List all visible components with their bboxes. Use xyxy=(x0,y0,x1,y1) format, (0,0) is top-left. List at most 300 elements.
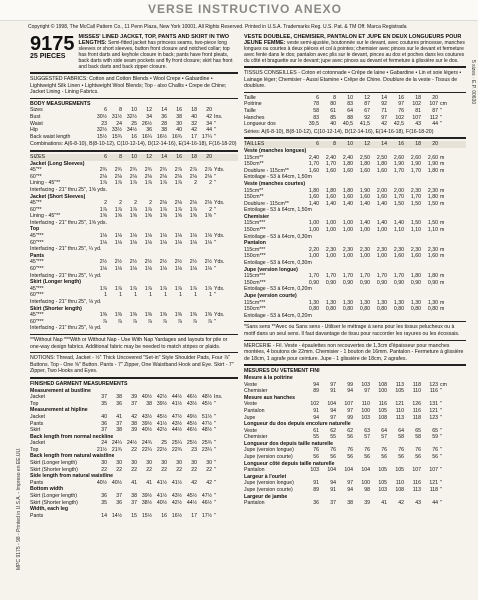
table-row xyxy=(30,246,238,253)
table-cell: 25 xyxy=(131,120,137,127)
table-section-heading xyxy=(244,441,466,448)
table-row xyxy=(30,200,238,207)
table-cell: 1,80 xyxy=(325,187,336,194)
table-row xyxy=(30,134,238,141)
table-row xyxy=(244,408,466,415)
table-row xyxy=(30,233,238,240)
table-cell: 1⅝ xyxy=(144,213,152,220)
description-body: Semi-fitted jacket has princess seams, two-piece long sleeves or short sleeves, button front closure and notched collar; top has front darts and keyhole closure in back; pants have front pleats, back darts with side seam pockets and fly front closure; skirt has front and back darts and back zipper closure. xyxy=(78,40,233,70)
table-cell: 1,80 xyxy=(376,161,387,168)
row-label: Interfacing - 21" thru 25", ⅛ yd. xyxy=(30,299,102,305)
table-cell: 1⅞ xyxy=(174,180,182,187)
table-cell: 43½ xyxy=(186,400,197,407)
table-cell: 14 xyxy=(381,141,387,148)
table-cell: 2 xyxy=(104,200,107,207)
table-cell: 1,30 xyxy=(359,299,370,306)
table-cell: 41 xyxy=(131,479,137,486)
row-label: 60"** xyxy=(30,173,42,180)
yardage-table xyxy=(30,154,238,332)
table-cell: 81 xyxy=(415,107,421,114)
table-cell: 110 xyxy=(361,401,370,408)
table-cell: 62 xyxy=(330,427,336,434)
table-cell: 126 xyxy=(412,401,421,408)
table-cell: 1⅝ xyxy=(114,213,122,220)
unit-cell: " xyxy=(440,480,442,487)
unit-cell: m xyxy=(440,253,445,260)
table-cell: 121 xyxy=(395,401,404,408)
table-cell: 22¾ xyxy=(171,446,182,453)
table-cell: 104 xyxy=(327,467,336,474)
table-cell: 22¼ xyxy=(141,446,152,453)
table-cell: 1⅞ xyxy=(114,285,122,292)
table-cell: 97 xyxy=(330,414,336,421)
table-cell: 1,80 xyxy=(410,273,421,280)
table-cell: 107 xyxy=(429,467,438,474)
table-cell: 46½ xyxy=(186,427,197,434)
table-cell: 6 xyxy=(104,153,107,160)
row-label: 60"*** xyxy=(30,239,44,246)
table-row xyxy=(244,401,466,408)
unit-cell xyxy=(438,141,452,148)
row-label: Entoilage - 53 à 64cm, 0,20m xyxy=(244,286,312,293)
table-cell: 108 xyxy=(395,487,404,494)
table-cell: 2,30 xyxy=(393,246,404,253)
unit-cell xyxy=(438,95,452,102)
table-cell: 42 xyxy=(206,479,212,486)
table-cell: 55 xyxy=(313,434,319,441)
table-cell: 2,30 xyxy=(376,246,387,253)
table-cell: 1,00 xyxy=(376,253,387,260)
table-cell: 0,80 xyxy=(376,306,387,313)
row-label: 150cm*** xyxy=(244,279,266,286)
table-cell: 30 xyxy=(116,460,122,467)
row-label: Largeur de jambe xyxy=(244,493,288,500)
table-cell: 16¼ xyxy=(141,133,152,140)
table-section-heading xyxy=(244,148,466,155)
table-cell: 37 xyxy=(101,394,107,401)
table-cell: 1⅞ xyxy=(174,285,182,292)
table-section-heading xyxy=(244,375,466,382)
table-row xyxy=(244,382,466,389)
table-cell: 2,30 xyxy=(410,246,421,253)
unit-cell: m xyxy=(440,187,445,194)
table-cell: 1⅞ xyxy=(144,206,152,213)
table-cell: 1,60 xyxy=(427,253,438,260)
table-cell: 40½ xyxy=(141,394,152,401)
table-cell: 1,00 xyxy=(359,253,370,260)
row-label: 45"*** xyxy=(30,233,44,240)
table-cell: 8 xyxy=(333,94,336,101)
table-cell: 2,30 xyxy=(410,187,421,194)
pattern-description xyxy=(79,34,239,70)
table-cell: 1,40 xyxy=(393,220,404,227)
row-label: SIZES xyxy=(30,153,45,160)
row-label: 45"** xyxy=(30,167,42,174)
unit-cell: " xyxy=(214,173,216,180)
table-cell: 36 xyxy=(101,420,107,427)
table-cell: 1⅛ xyxy=(129,266,137,273)
table-cell: 41 xyxy=(146,479,152,486)
table-cell: 56 xyxy=(432,454,438,461)
table-row xyxy=(244,234,466,241)
unit-cell: " xyxy=(214,446,216,453)
table-cell: 1,60 xyxy=(410,253,421,260)
table-row xyxy=(244,174,466,181)
table-cell: 42 xyxy=(398,500,404,507)
table-cell: 2 xyxy=(134,200,137,207)
table-cell: 98 xyxy=(364,487,370,494)
row-label: Entoilage - 53 à 64cm, 0,30m xyxy=(244,233,312,240)
table-cell: 97 xyxy=(398,101,404,108)
table-row xyxy=(30,127,238,134)
table-cell: 116 xyxy=(412,407,421,414)
table-cell: 116 xyxy=(429,388,438,395)
table-cell: 1 xyxy=(164,292,167,299)
table-cell: 2½ xyxy=(204,259,212,266)
table-cell: 1,30 xyxy=(376,299,387,306)
table-cell: 2½ xyxy=(114,259,122,266)
table-row xyxy=(30,319,238,326)
table-cell: 37 xyxy=(116,493,122,500)
table-cell: 24½ xyxy=(126,440,137,447)
table-cell: 1,70 xyxy=(359,273,370,280)
table-section-heading xyxy=(244,395,466,402)
row-label: Taille xyxy=(244,94,256,101)
table-cell: 25¾ xyxy=(201,440,212,447)
table-cell: 76 xyxy=(415,447,421,454)
table-cell: 1,30 xyxy=(308,299,319,306)
table-cell: 2⅛ xyxy=(129,173,137,180)
table-cell: 22 xyxy=(116,466,122,473)
row-label: Veste xyxy=(244,427,257,434)
unit-cell: " xyxy=(440,500,442,507)
table-cell: 103 xyxy=(378,487,387,494)
unit-cell: Ins. xyxy=(214,113,223,120)
row-label: TAILLES xyxy=(244,141,265,148)
table-cell: 1⅛ xyxy=(114,233,122,240)
table-cell: 6 xyxy=(104,107,107,114)
table-cell: 1⅛ xyxy=(99,266,107,273)
table-cell: 41½ xyxy=(171,400,182,407)
table-cell: 1⅞ xyxy=(144,180,152,187)
table-cell: 1,10 xyxy=(393,227,404,234)
table-cell: 2,30 xyxy=(427,246,438,253)
table-cell: 0,90 xyxy=(342,279,353,286)
table-cell: 18 xyxy=(191,153,197,160)
table-cell: ⅞ xyxy=(147,318,152,325)
row-label: Skirt xyxy=(30,427,41,434)
row-label: Measurement at bustline xyxy=(30,387,91,394)
table-row xyxy=(244,95,466,102)
table-cell: 25¼ xyxy=(171,440,182,447)
french-column xyxy=(244,34,466,507)
row-label: Pantalon xyxy=(244,407,265,414)
table-row xyxy=(244,300,466,307)
table-cell: 1⅛ xyxy=(99,233,107,240)
table-row xyxy=(244,447,466,454)
table-cell: 10 xyxy=(347,141,353,148)
table-cell: 80 xyxy=(330,101,336,108)
table-cell: 104 xyxy=(327,401,336,408)
unit-cell: " xyxy=(440,401,442,408)
table-cell: 91 xyxy=(330,388,336,395)
table-cell: 2,40 xyxy=(325,154,336,161)
row-label: Interfacing - 21" thru 25", ⅛ yd. xyxy=(30,325,102,332)
table-row xyxy=(244,428,466,435)
table-cell: 21¾ xyxy=(111,446,122,453)
table-cell: 1,10 xyxy=(427,227,438,234)
table-row xyxy=(30,154,238,161)
row-label: 60"*** xyxy=(30,318,44,325)
table-row xyxy=(30,325,238,332)
table-cell: 39,5 xyxy=(308,121,319,128)
table-cell: 39½ xyxy=(141,493,152,500)
table-cell: 24 xyxy=(101,440,107,447)
table-cell: ⅞ xyxy=(162,318,167,325)
table-cell: 110 xyxy=(395,407,404,414)
table-cell: 1⅞ xyxy=(99,180,107,187)
row-label: Jupe (version courte) xyxy=(244,487,293,494)
table-cell: 61 xyxy=(330,107,336,114)
table-cell: ⅞ xyxy=(192,318,197,325)
table-cell: 0,90 xyxy=(376,279,387,286)
table-cell: 105 xyxy=(378,467,387,474)
table-cell: 16 xyxy=(161,512,167,519)
table-cell: 97 xyxy=(364,388,370,395)
table-cell: 57 xyxy=(364,434,370,441)
table-row xyxy=(244,454,466,461)
table-cell: 30½ xyxy=(96,113,107,120)
table-cell: 44 xyxy=(206,127,212,134)
table-cell: 1,40 xyxy=(325,200,336,207)
table-cell: 30 xyxy=(101,460,107,467)
table-row xyxy=(30,180,238,187)
table-cell: 1,80 xyxy=(359,161,370,168)
table-row xyxy=(244,194,466,201)
table-section-heading xyxy=(30,226,238,233)
row-label: 45"** xyxy=(30,200,42,207)
table-cell: 1,30 xyxy=(427,299,438,306)
table-section-heading xyxy=(244,240,466,247)
table-cell: 58 xyxy=(313,107,319,114)
table-cell: 37 xyxy=(131,400,137,407)
table-row xyxy=(30,207,238,214)
table-cell: 1,30 xyxy=(410,299,421,306)
table-cell: 64 xyxy=(398,427,404,434)
table-cell: 30 xyxy=(161,460,167,467)
table-cell: 44½ xyxy=(171,394,182,401)
table-row xyxy=(244,434,466,441)
table-row xyxy=(30,440,238,447)
table-cell: 24¼ xyxy=(111,440,122,447)
table-cell: 108 xyxy=(378,414,387,421)
table-cell: 1,70 xyxy=(308,273,319,280)
table-cell: 116 xyxy=(378,401,387,408)
table-cell: 1,70 xyxy=(410,167,421,174)
table-cell: 1⅛ xyxy=(144,239,152,246)
row-label: Lining - 45"** xyxy=(30,180,61,187)
table-cell: 1,60 xyxy=(376,167,387,174)
table-cell: 1⅛ xyxy=(99,239,107,246)
table-cell: 1,70 xyxy=(410,194,421,201)
unit-cell: " xyxy=(214,206,216,213)
table-cell: 0,90 xyxy=(410,279,421,286)
table-cell: 38 xyxy=(176,113,182,120)
table-cell: 1,70 xyxy=(393,167,404,174)
table-cell: 36 xyxy=(313,500,319,507)
table-cell: 2,30 xyxy=(359,246,370,253)
table-cell: 40 xyxy=(176,127,182,134)
table-cell: 42½ xyxy=(156,394,167,401)
table-row xyxy=(30,259,238,266)
row-label: Longueur dos depuis taille naturelle xyxy=(244,440,334,447)
table-cell: 2¾ xyxy=(144,167,152,174)
table-cell: 1,30 xyxy=(325,299,336,306)
table-cell: 1⅞ xyxy=(189,285,197,292)
unit-cell: cm xyxy=(440,381,447,388)
table-cell: 92 xyxy=(381,101,387,108)
table-cell: 20 xyxy=(206,107,212,114)
table-cell: 76 xyxy=(398,107,404,114)
table-cell: 10 xyxy=(131,107,137,114)
table-section-heading xyxy=(30,161,238,168)
table-cell: 12 xyxy=(364,141,370,148)
table-cell: 94 xyxy=(347,487,353,494)
unit-cell: Yds. xyxy=(214,233,225,240)
table-cell: 2½ xyxy=(99,259,107,266)
table-cell: 30 xyxy=(146,460,152,467)
table-cell: 97 xyxy=(330,381,336,388)
unit-cell: " xyxy=(214,266,216,273)
table-cell: 42 xyxy=(191,479,197,486)
table-cell: 1,60 xyxy=(342,167,353,174)
table-row xyxy=(244,415,466,422)
table-cell: 34 xyxy=(206,120,212,127)
row-label: Entoilage - 53 à 64cm, 0,20m xyxy=(244,312,312,319)
table-row xyxy=(244,253,466,260)
table-cell: 1⅛ xyxy=(189,266,197,273)
table-cell: 38½ xyxy=(141,499,152,506)
table-row xyxy=(244,247,466,254)
unit-cell: m xyxy=(440,306,445,313)
table-cell: 2½ xyxy=(144,259,152,266)
row-label: Width, each leg xyxy=(30,506,68,513)
table-cell: 38 xyxy=(161,127,167,134)
french-body: veste semi-ajustée, boutonnée sur le devant, avec coutures princesse, manches longues ou courtes à deux pièces et col à pointes; chemisier avec pinces sur le devant et fermeture avec fente dans le dos; pantalon avec plis sur le devant, pinces au dos et poches dans les coutures du côté et braguette sur le devant; jupe avec pinces au devant et fermeture à glissière sur le dos. xyxy=(244,40,465,64)
table-cell: 121 xyxy=(429,407,438,414)
table-cell: 0,80 xyxy=(359,306,370,313)
french-combinations: Séries: A(6-8-10), B(8-10-12), C(10-12-14), D(12-14-16), E(14-16-18), F(16-18-20) xyxy=(244,128,434,135)
table-row xyxy=(30,480,238,487)
table-cell: 1,50 xyxy=(393,200,404,207)
table-cell: 42½ xyxy=(156,427,167,434)
unit-cell: Yds. xyxy=(214,285,225,292)
finished-measurements-table xyxy=(30,388,238,520)
table-cell: 21½ xyxy=(96,446,107,453)
table-cell: 1⅞ xyxy=(129,206,137,213)
table-cell: 113 xyxy=(395,381,404,388)
table-cell: 2 xyxy=(209,206,212,213)
table-cell: 22 xyxy=(131,446,137,453)
table-cell: 12 xyxy=(146,107,152,114)
table-cell: 1⅛ xyxy=(114,266,122,273)
table-row xyxy=(244,155,466,162)
table-cell: 22½ xyxy=(156,446,167,453)
unit-cell: " xyxy=(214,460,216,467)
table-cell: 0,90 xyxy=(393,279,404,286)
table-cell: 1⅜ xyxy=(174,312,182,319)
table-row xyxy=(244,500,466,507)
table-cell: 30 xyxy=(191,460,197,467)
row-label: 45"*** xyxy=(30,312,44,319)
table-cell: 83 xyxy=(313,114,319,121)
table-cell: 42 xyxy=(191,127,197,134)
table-cell: 89 xyxy=(313,388,319,395)
table-cell: 43½ xyxy=(171,420,182,427)
table-cell: 1,90 xyxy=(410,161,421,168)
row-label: Entoilage - 53 à 64cm, 0,30m xyxy=(244,260,312,267)
table-cell: 10 xyxy=(347,94,353,101)
table-cell: 107 xyxy=(412,114,421,121)
row-label: Skirt (Shorter length) xyxy=(30,305,82,312)
table-cell: 41½ xyxy=(171,479,182,486)
table-cell: 2½ xyxy=(189,259,197,266)
row-label: Top xyxy=(30,226,40,233)
table-cell: 1,80 xyxy=(427,273,438,280)
table-cell: 85 xyxy=(330,114,336,121)
table-cell: 2 xyxy=(194,180,197,187)
unit-cell: " xyxy=(214,120,216,127)
table-cell: 46½ xyxy=(186,394,197,401)
table-cell: 16¾ xyxy=(171,133,182,140)
unit-cell: " xyxy=(214,180,216,187)
row-label: Skirt (Longer length) xyxy=(30,279,82,286)
table-cell: 44 xyxy=(432,121,438,128)
table-cell: 14 xyxy=(161,153,167,160)
table-cell: 16½ xyxy=(171,512,182,519)
table-cell: 1⅞ xyxy=(99,206,107,213)
table-cell: 39 xyxy=(131,394,137,401)
table-cell: 56 xyxy=(364,454,370,461)
table-cell: 17½ xyxy=(201,512,212,519)
table-row xyxy=(244,273,466,280)
row-label: Back waist length xyxy=(30,133,71,140)
table-cell: 41 xyxy=(381,500,387,507)
table-row xyxy=(30,174,238,181)
row-label: Jacket (Short Sleeves) xyxy=(30,193,86,200)
pattern-pieces: 25 PIECES xyxy=(30,53,66,60)
table-cell: 30 xyxy=(131,460,137,467)
table-cell: 1,00 xyxy=(376,227,387,234)
table-row xyxy=(30,447,238,454)
french-finished-title: MESURES DU VETEMENT FINI xyxy=(244,368,320,375)
table-cell: 2¾ xyxy=(114,167,122,174)
table-cell: 37 xyxy=(101,427,107,434)
row-label: Chemisier xyxy=(244,388,268,395)
table-cell: 71 xyxy=(381,107,387,114)
row-label: 115cm*** xyxy=(244,220,266,227)
table-row xyxy=(244,161,466,168)
unit-cell: " xyxy=(214,213,216,220)
body-measurements-table xyxy=(30,107,238,140)
table-cell: 1,00 xyxy=(308,220,319,227)
table-cell: 63 xyxy=(364,427,370,434)
unit-cell: " xyxy=(440,427,442,434)
table-cell: 56 xyxy=(415,454,421,461)
table-cell: 20 xyxy=(206,153,212,160)
row-label: Skirt (Longer length) xyxy=(30,460,77,467)
table-row xyxy=(244,480,466,487)
